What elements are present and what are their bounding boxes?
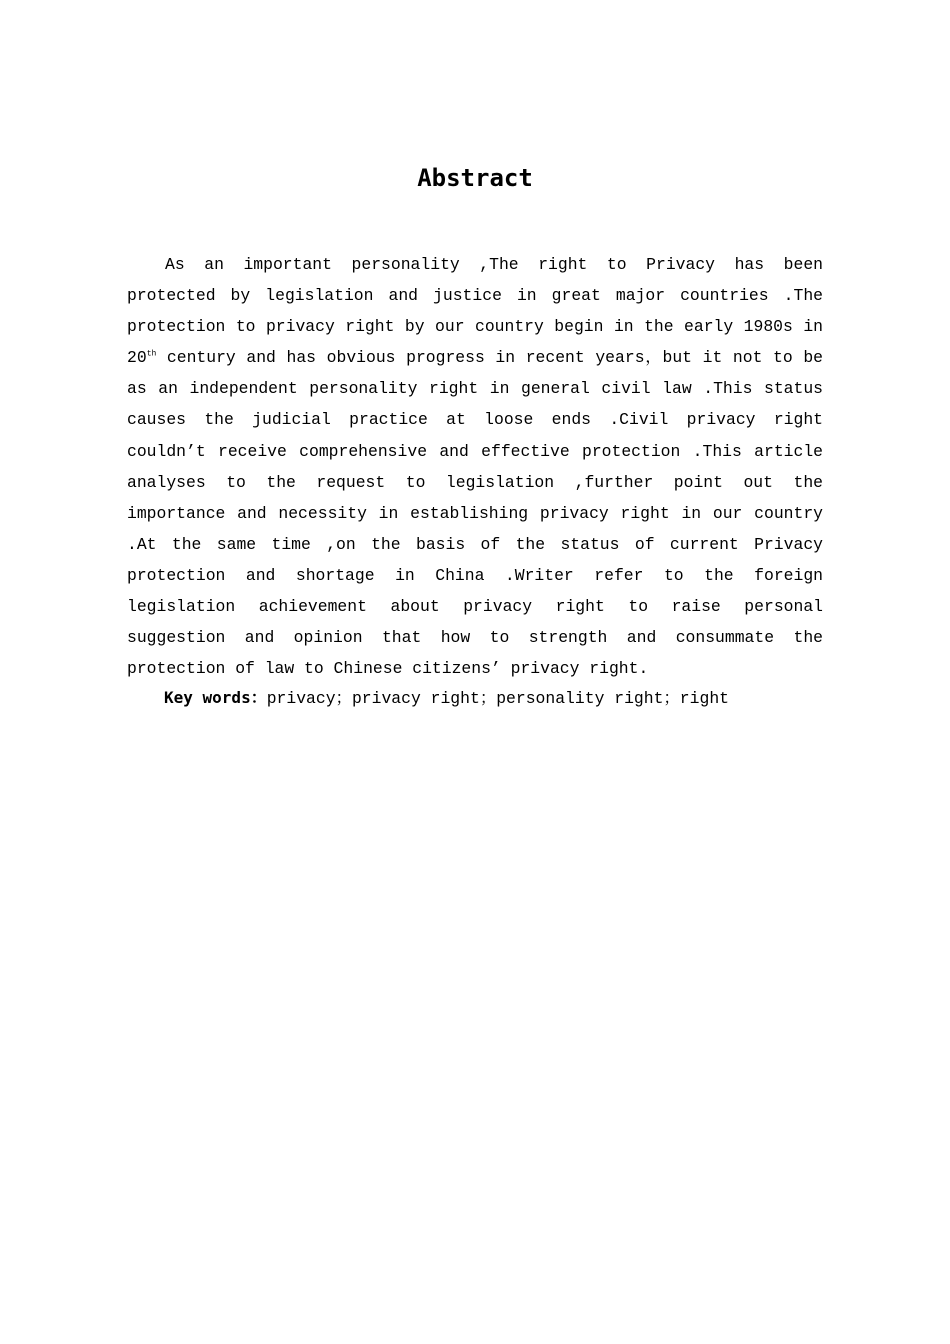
abstract-superscript: th [146, 349, 157, 359]
abstract-paragraph [127, 249, 823, 684]
keywords-value: privacy；privacy right；personality right；right [266, 689, 729, 708]
keywords-line [164, 682, 864, 714]
keywords-label: Key words： [164, 688, 267, 707]
abstract-title: Abstract [417, 164, 533, 192]
abstract-text-part2: century and has obvious progress in recent years，but it not to be as an independent personality right in general civil law .This status causes the judicial practice at loose ends .Civil privacy right couldn’t receive comprehensive and effective protection .This article analyses to the request to legislation ,further point out the importance and necessity in establishing privacy right in our country .At the same time ,on the basis of the status of current Privacy protection and shortage in China .Writer refer to the foreign legislation achievement about privacy right to raise personal suggestion and opinion that how to strength and consummate the protection of law to Chinese citizens’ privacy right. [127, 348, 823, 679]
abstract-text-part1: As an important personality ,The right to Privacy has been protected by legislation and justice in great major countries .The protection to privacy right by our country begin in the early 1980s in 20 [127, 255, 823, 368]
